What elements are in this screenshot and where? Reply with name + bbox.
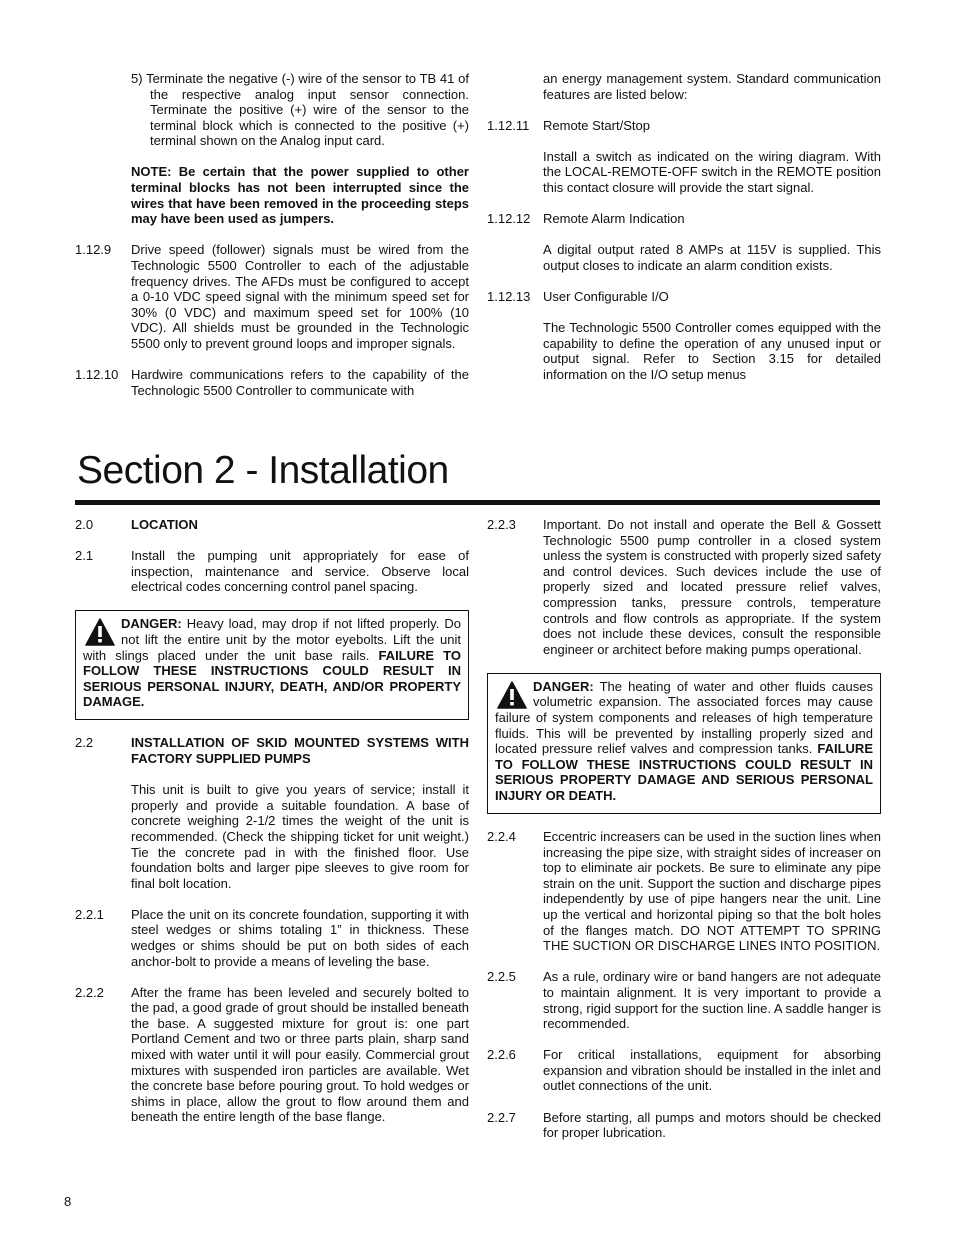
section-heading: INSTALLATION OF SKID MOUNTED SYSTEMS WITH FACTORY SUPPLIED PUMPS	[131, 735, 469, 767]
section-heading: User Configurable I/O	[543, 288, 669, 304]
section-2-2	[75, 735, 469, 766]
section-2-2-2	[75, 985, 469, 1125]
section-text: Important. Do not install and operate the Bell & Gossett Technologic 5500 pump controller in a closed system unless the system is constructed with properly sized safety and control devices. Such devices include the use of properly sized and located pressure relief valves, compression tanks, pressure controls, temperature controls and flow controls as appropriate. If the system does not include these devices, consult the responsible engineer or architect before making pumps operational.	[543, 517, 881, 657]
section-body: Install a switch as indicated on the wiring diagram. With the LOCAL-REMOTE-OFF switch in the REMOTE position this contact closure will provide the start signal.	[543, 148, 881, 195]
section-1-12-10	[75, 367, 469, 398]
danger-box-expansion	[487, 673, 881, 814]
danger-warning: FAILURE TO FOLLOW THESE INSTRUCTIONS COULD RESULT IN SERIOUS PERSONAL INJURY, DEATH, AND/OR PROPERTY DAMAGE.	[83, 647, 461, 710]
title-rule	[75, 500, 880, 505]
section-text: As a rule, ordinary wire or band hangers are not adequate to maintain alignment. It is very important to provide a strong, rigid support for the suction line. A saddle hanger is recommended.	[543, 969, 881, 1032]
warning-triangle-icon	[497, 681, 527, 709]
section-heading: Remote Start/Stop	[543, 117, 650, 133]
item-5-text: 5) Terminate the negative (-) wire of the sensor to TB 41 of the respective analog input sensor connection. Terminate the positive (+) wire of the sensor to the terminal block which is connected to the positive (+) terminal shown on the Analog input card.	[131, 71, 469, 149]
wiring-note: NOTE: Be certain that the power supplied to other terminal blocks has not been interrupted since the wires that have been removed in the proceeding steps may have been used as jumpers.	[131, 164, 469, 227]
page-number: 8	[64, 1194, 72, 1209]
section-2-2-4	[487, 829, 881, 954]
section-text: Drive speed (follower) signals must be wired from the Technologic 5500 Controller to each of the adjustable frequency drives. The AFDs must be configured to accept a 0-10 VDC speed signal with the minimum speed set for 30% (0 VDC) and maximum speed set for 100% (10 VDC). All shields must be grounded in the Technologic 5500 only to prevent ground loops and improper signals.	[131, 242, 469, 351]
danger-box-lifting	[75, 610, 469, 720]
section-text: Install the pumping unit appropriately for ease of inspection, maintenance and service. Observe local electrical codes concerning control panel spacing.	[131, 548, 469, 595]
section-body: The Technologic 5500 Controller comes equipped with the capability to define the operation of any unused input or output signal. Refer to Section 3.15 for detailed information on the I/O setup menus	[543, 319, 881, 382]
section-number: 2.2.6	[487, 1047, 516, 1063]
danger-label: DANGER:	[533, 678, 594, 694]
section-2-1	[75, 548, 469, 595]
section-body: A digital output rated 8 AMPs at 115V is supplied. This output closes to indicate an alarm condition exists.	[543, 242, 881, 273]
section-text: Before starting, all pumps and motors should be checked for proper lubrication.	[543, 1109, 881, 1141]
section-number: 2.2	[75, 735, 94, 751]
section-1-12-13	[487, 289, 881, 305]
danger-text: The heating of water and other fluids causes volumetric expansion. The associated forces may cause failure of system components and releases of high temperature fluids. This will be prevented by installing properly sized and located pressure relief valves and compression tanks.	[495, 678, 873, 757]
section-number: 2.2.2	[75, 984, 104, 1000]
top-right-column	[487, 71, 881, 398]
section-number: 2.2.3	[487, 517, 516, 532]
bottom-right-column	[487, 517, 881, 1156]
section-2-2-3	[487, 517, 881, 657]
section-heading: LOCATION	[131, 517, 198, 532]
section-2-2-6	[487, 1047, 881, 1094]
section-2-2-1	[75, 907, 469, 969]
bottom-left-column	[75, 517, 469, 1141]
danger-label: DANGER:	[121, 616, 182, 632]
section-1-12-11	[487, 118, 881, 134]
section-text: Hardwire communications refers to the capability of the Technologic 5500 Controller to communicate with	[131, 367, 469, 398]
danger-text: Heavy load, may drop if not lifted properly. Do not lift the entire unit by the motor eyebolts. Lift the unit with slings placed under the unit base rails.	[83, 616, 461, 663]
section-number: 2.2.1	[75, 906, 104, 922]
section-number: 1.12.12	[487, 211, 531, 227]
section-text: Place the unit on its concrete foundation, supporting it with steel wedges or shims totaling 1” in thickness. These wedges or shims should be put on both sides of each anchor-bolt to provide a means of leveling the base.	[131, 906, 469, 969]
section-2-0	[75, 517, 469, 533]
section-number: 2.1	[75, 548, 94, 564]
top-left-column	[75, 71, 469, 414]
section-title: Section 2 - Installation	[77, 449, 449, 492]
section-heading: Remote Alarm Indication	[543, 211, 685, 227]
section-text: Eccentric increasers can be used in the suction lines when increasing the pipe size, with straight sides of increaser on top to eliminate air pockets. Be sure to eliminate any pipe strain on the unit. Support the suction and discharge pipes independently by use of pipe hangers near the unit. Line up the vertical and horizontal piping so that the bolt holes of the flanges match. DO NOT ATTEMPT TO SPRING THE SUCTION OR DISCHARGE LINES INTO POSITION.	[543, 829, 881, 954]
section-number: 1.12.10	[75, 367, 119, 382]
section-number: 2.0	[75, 517, 94, 532]
section-2-2-5	[487, 969, 881, 1031]
section-number: 1.12.9	[75, 242, 112, 258]
section-number: 2.2.4	[487, 829, 516, 845]
section-2-2-7	[487, 1110, 881, 1141]
section-number: 2.2.5	[487, 969, 516, 985]
section-text: After the frame has been leveled and securely bolted to the pad, a good grade of grout should be installed beneath the base. A suggested mixture for grout is: one part Portland Cement and two or three parts plain, sharp sand mixed with water until it will pour easily. Commercial grout mixtures with suspended iron particles are available. Wet the concrete base before pouring grout. To hold wedges or shims in place, allow the grout to flow around them and beneath the entire length of the base flange.	[131, 984, 469, 1125]
section-number: 1.12.11	[487, 117, 530, 133]
section-1-12-9	[75, 242, 469, 351]
section-text: For critical installations, equipment for absorbing expansion and vibration should be installed in the inlet and outlet connections of the unit.	[543, 1047, 881, 1094]
section-body: This unit is built to give you years of service; install it properly and provide a suitable foundation. A base of concrete weighing 2-1/2 times the weight of the unit is recommended. (Check the shipping ticket for unit weight.) Tie the concrete pad in with the finished floor. Use foundation bolts and larger pipe sleeves to give room for final bolt location.	[131, 782, 469, 891]
continued-text: an energy management system. Standard communication features are listed below:	[543, 71, 881, 102]
danger-warning: FAILURE TO FOLLOW THESE INSTRUCTIONS COULD RESULT IN SERIOUS PROPERTY DAMAGE AND SERIOUS PERSONAL INJURY OR DEATH.	[495, 741, 873, 803]
section-number: 1.12.13	[487, 288, 531, 304]
section-number: 2.2.7	[487, 1109, 516, 1125]
warning-triangle-icon	[85, 618, 115, 646]
section-1-12-12	[487, 211, 881, 227]
